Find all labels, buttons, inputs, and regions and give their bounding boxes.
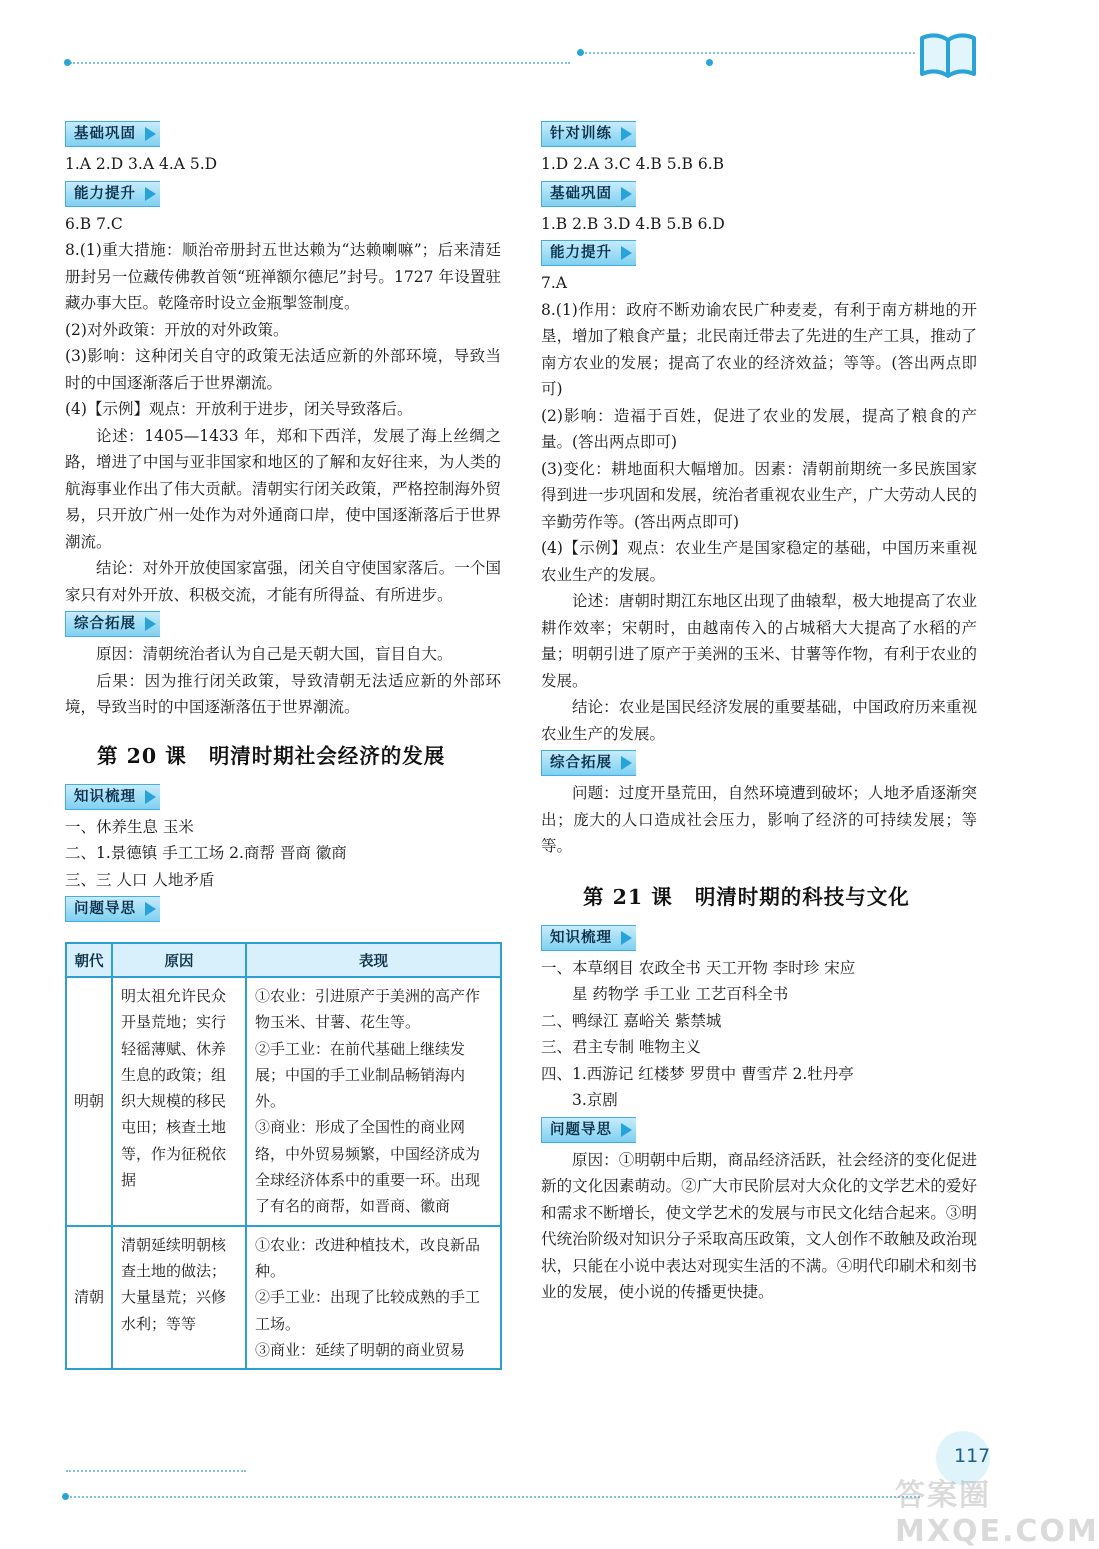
top-dotted-rule-right <box>585 52 915 54</box>
answer-paragraph: (3)影响：这种闭关自守的政策无法适应新的外部环境，导致当时的中国逐渐落后于世界潮流。 <box>65 347 501 392</box>
table-header: 表现 <box>246 943 501 977</box>
answer-paragraph: (4)【示例】观点：农业生产是国家稳定的基础，中国历来重视农业生产的发展。 <box>541 539 977 584</box>
knowledge-line: 3.京剧 <box>572 1091 618 1109</box>
top-dotted-rule-left <box>70 62 570 64</box>
answer-paragraph: 原因：清朝统治者认为自己是天朝大国，盲目自大。 <box>96 645 453 663</box>
top-rule-dot <box>706 59 713 66</box>
economy-table <box>65 942 502 1370</box>
bottom-rule-dot <box>62 1493 69 1500</box>
lesson-title: 第 21 课 明清时期的科技与文化 <box>583 884 910 909</box>
knowledge-line: 二、1.景德镇 手工工场 2.商帮 晋商 徽商 <box>65 844 347 862</box>
knowledge-line: 星 药物学 手工业 工艺百科全书 <box>572 985 789 1003</box>
bottom-dotted-rule <box>70 1496 920 1498</box>
page-number: 117 <box>954 1445 991 1467</box>
knowledge-line: 四、1.西游记 红楼梦 罗贯中 曹雪芹 2.牡丹亭 <box>541 1064 854 1083</box>
answer-line: 1.B 2.B 3.D 4.B 5.B 6.D <box>541 214 725 233</box>
section-header: 知识梳理 <box>541 925 636 951</box>
table-header: 原因 <box>112 943 246 977</box>
answer-line: 7.A <box>541 274 567 292</box>
answer-paragraph: 结论：农业是国民经济发展的重要基础，中国政府历来重视农业生产的发展。 <box>541 698 977 743</box>
answer-line: 1.A 2.D 3.A 4.A 5.D <box>65 155 218 173</box>
answer-paragraph: (2)对外政策：开放的对外政策。 <box>65 320 289 339</box>
answer-paragraph: 结论：对外开放使国家富强，闭关自守使国家落后。一个国家只有对外开放、积极交流，才能有所得益、有所进步。 <box>65 559 501 604</box>
knowledge-line: 一、休养生息 玉米 <box>65 817 194 836</box>
table-cell-reason: 清朝延续明朝核查土地的做法；大量垦荒；兴修水利；等等 <box>112 1226 246 1369</box>
section-header: 问题导思 <box>65 896 160 922</box>
table-row <box>66 1226 501 1369</box>
top-rule-dot <box>64 59 71 66</box>
lesson-title: 第 20 课 明清时期社会经济的发展 <box>97 743 446 768</box>
answer-paragraph: (3)变化：耕地面积大幅增加。因素：清朝前期统一多民族国家得到进一步巩固和发展，统治者重视农业生产，广大劳动人民的辛勤劳作等。(答出两点即可) <box>541 459 977 531</box>
section-header: 综合拓展 <box>541 750 636 776</box>
top-rule-dot <box>577 49 584 56</box>
answer-paragraph: 8.(1)作用：政府不断劝谕农民广种麦麦，有利于南方耕地的开垦，增加了粮食产量；北民南迁带去了先进的生产工具，推动了南方农业的发展；提高了农业的经济效益；等等。(答出两点即可) <box>541 300 977 398</box>
table-cell-era: 明朝 <box>66 977 112 1226</box>
answer-paragraph: 论述：唐朝时期江东地区出现了曲辕犁，极大地提高了农业耕作效率；宋朝时，由越南传入的占城稻大大提高了水稻的产量；明朝引进了原产于美洲的玉米、甘薯等作物，有利于农业的发展。 <box>541 592 977 690</box>
section-header: 基础巩固 <box>65 121 160 147</box>
right-column <box>541 118 977 1306</box>
answer-paragraph: 后果：因为推行闭关政策，导致清朝无法适应新的外部环境，导致当时的中国逐渐落伍于世界潮流。 <box>65 671 501 716</box>
knowledge-line: 三、君主专制 唯物主义 <box>541 1038 701 1056</box>
knowledge-line: 一、本草纲目 农政全书 天工开物 李时珍 宋应 <box>541 958 856 977</box>
open-book-icon <box>918 30 978 80</box>
answer-paragraph: 论述：1405—1433 年，郑和下西洋，发展了海上丝绸之路，增进了中国与亚非国家和地区的了解和友好往来，为人类的航海事业作出了伟大贡献。清朝实行闭关政策，严格控制海外贸易，只开放广州一处作为对外通商口岸，使中国逐渐落后于世界潮流。 <box>65 426 501 551</box>
answer-line: 1.D 2.A 3.C 4.B 5.B 6.B <box>541 155 725 173</box>
table-cell-show: ①农业：引进原产于美洲的高产作物玉米、甘薯、花生等。 ②手工业：在前代基础上继续发展；中国的手工业制品畅销海内外。 ③商业：形成了全国性的商业网络，中外贸易频繁，中国经济成为全球经济体系中的重要一环。出现了有名的商帮，如晋商、徽商 <box>246 977 501 1226</box>
answer-paragraph: 问题：过度开垦荒田，自然环境遭到破坏；人地矛盾逐渐突出；庞大的人口造成社会压力，影响了经济的可持续发展；等等。 <box>541 784 977 855</box>
bottom-dotted-rule-left <box>66 1470 246 1472</box>
answer-line: 6.B 7.C <box>65 214 123 233</box>
table-cell-reason: 明太祖允许民众开垦荒地；实行轻徭薄赋、休养生息的政策；组织大规模的移民屯田；核查土地等，作为征税依据 <box>112 977 246 1226</box>
section-header: 能力提升 <box>65 181 160 207</box>
table-cell-show: ①农业：改进种植技术，改良新品种。 ②手工业：出现了比较成熟的手工工场。 ③商业：延续了明朝的商业贸易 <box>246 1226 501 1369</box>
answer-paragraph: 原因：①明朝中后期，商品经济活跃，社会经济的变化促进新的文化因素萌动。②广大市民阶层对大众化的文学艺术的爱好和需求不断增长，使文学艺术的发展与市民文化结合起来。③明代统治阶级对知识分子采取高压政策，文人创作不敢触及政治现状，只能在小说中表达对现实生活的不满。④明代印刷术和刻书业的发展，使小说的传播更快捷。 <box>541 1150 977 1301</box>
left-column <box>65 118 501 1370</box>
section-header: 综合拓展 <box>65 611 160 637</box>
answer-paragraph: (2)影响：造福于百姓，促进了农业的发展，提高了粮食的产量。(答出两点即可) <box>541 406 977 451</box>
section-header: 针对训练 <box>541 121 636 147</box>
answer-paragraph: (4)【示例】观点：开放利于进步，闭关导致落后。 <box>65 400 413 418</box>
section-header: 问题导思 <box>541 1117 636 1143</box>
section-header: 基础巩固 <box>541 181 636 207</box>
watermark: 答案圈 MXQE.COM <box>895 1478 1099 1549</box>
table-row <box>66 977 501 1226</box>
section-header: 知识梳理 <box>65 784 160 810</box>
answer-paragraph: 8.(1)重大措施：顺治帝册封五世达赖为“达赖喇嘛”；后来清廷册封另一位藏传佛教首领“班禅额尔德尼”封号。1727 年设置驻藏办事大臣。乾隆帝时设立金瓶掣签制度。 <box>65 241 501 312</box>
table-cell-era: 清朝 <box>66 1226 112 1369</box>
section-header: 能力提升 <box>541 240 636 266</box>
table-header: 朝代 <box>66 943 112 977</box>
knowledge-line: 二、鸭绿江 嘉峪关 紫禁城 <box>541 1011 722 1030</box>
knowledge-line: 三、三 人口 人地矛盾 <box>65 870 215 889</box>
